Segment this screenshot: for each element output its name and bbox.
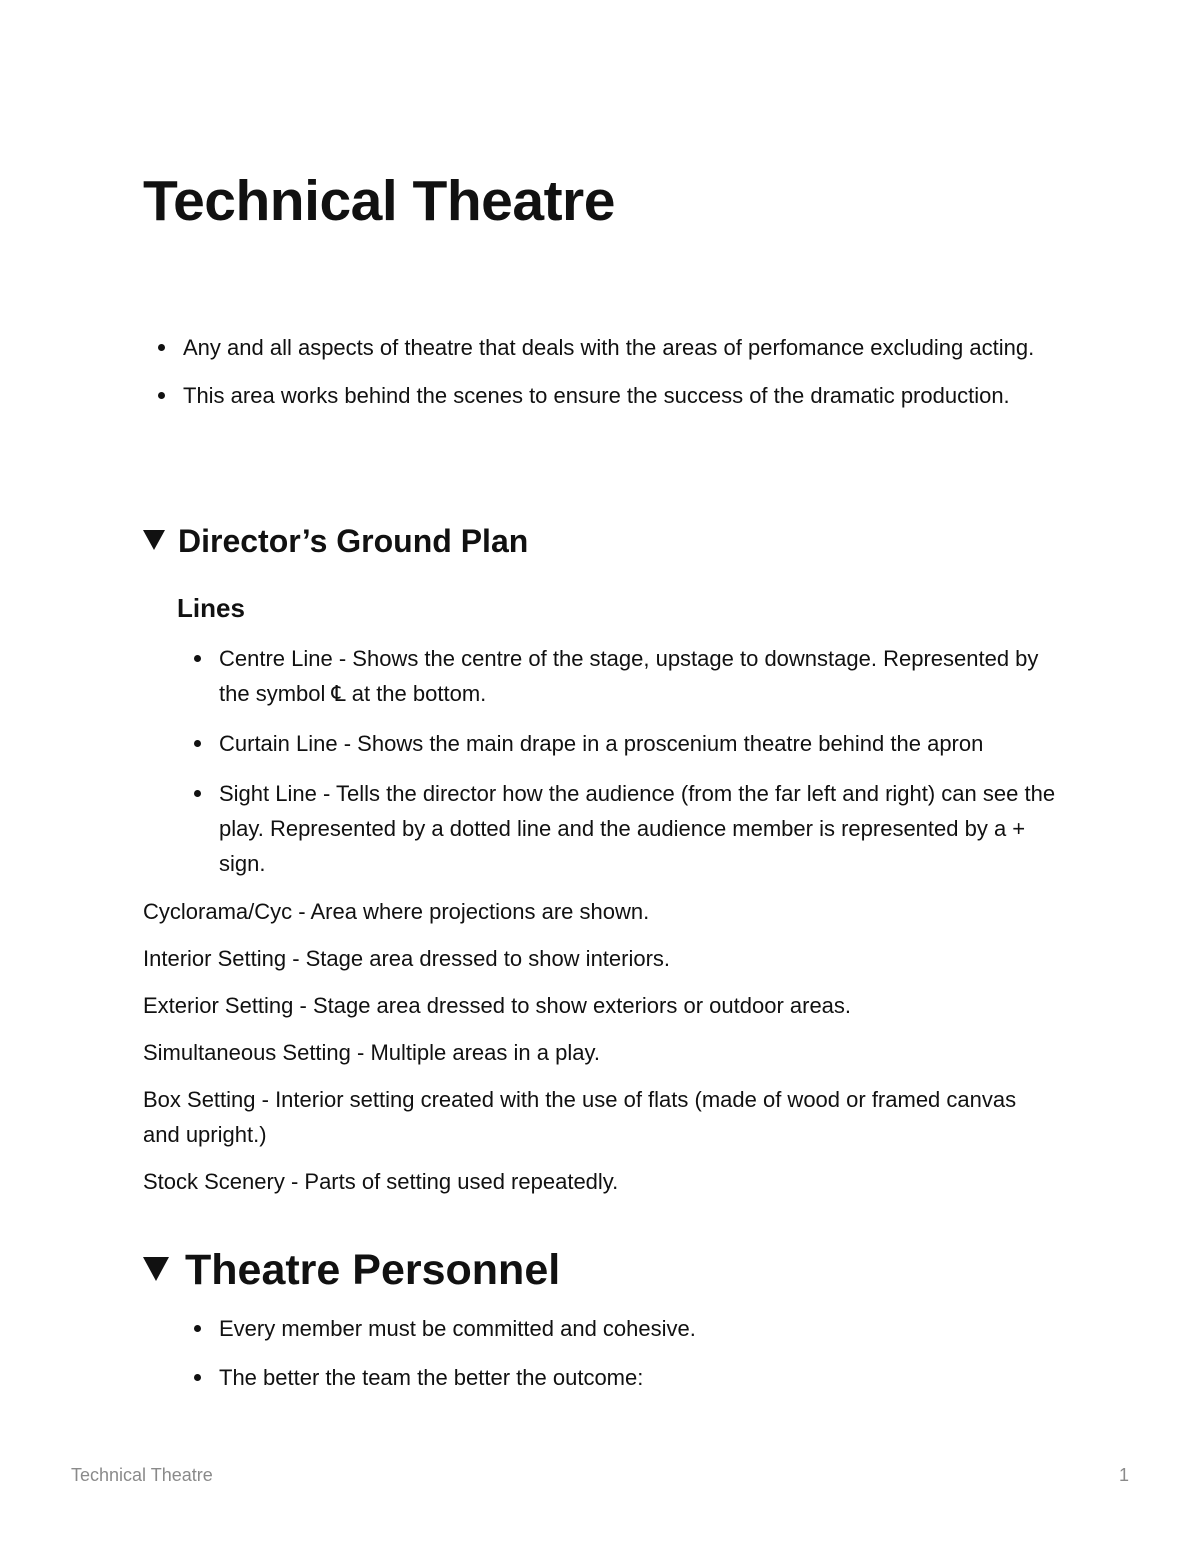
list-item: This area works behind the scenes to ensure the success of the dramatic production. (183, 378, 1063, 413)
list-item: The better the team the better the outcome: (219, 1360, 1069, 1395)
intro-list (183, 330, 1063, 426)
term-paragraph: Simultaneous Setting - Multiple areas in a play. (143, 1040, 600, 1065)
list-item: Any and all aspects of theatre that deals with the areas of perfomance excluding acting. (183, 330, 1063, 365)
section-heading-label: Director’s Ground Plan (178, 523, 529, 559)
section-heading-personnel[interactable] (143, 1242, 560, 1298)
page-number: 1 (1118, 1465, 1129, 1485)
page-title: Technical Theatre (143, 169, 615, 233)
triangle-down-icon[interactable] (143, 1257, 169, 1281)
term-paragraph: Stock Scenery - Parts of setting used repeatedly. (143, 1169, 619, 1194)
personnel-list (219, 1311, 1069, 1409)
term-definitions (143, 894, 1043, 1211)
list-item: Sight Line - Tells the director how the audience (from the far left and right) can see the play. Represented by a dotted line and the audience member is represented by a + sign. (219, 776, 1069, 881)
list-item: Centre Line - Shows the centre of the stage, upstage to downstage. Represented by the symbol ℄ at the bottom. (219, 641, 1069, 711)
triangle-down-icon[interactable] (143, 530, 165, 550)
term-paragraph: Exterior Setting - Stage area dressed to show exteriors or outdoor areas. (143, 993, 852, 1018)
subheading-lines: Lines (177, 593, 245, 623)
term-paragraph: Box Setting - Interior setting created with the use of flats (made of wood or framed canvas and upright.) (143, 1087, 1017, 1147)
footer-title: Technical Theatre (71, 1465, 213, 1485)
term-paragraph: Interior Setting - Stage area dressed to show interiors. (143, 946, 671, 971)
list-item: Every member must be committed and cohesive. (219, 1311, 1069, 1346)
lines-list (219, 641, 1069, 896)
term-paragraph: Cyclorama/Cyc - Area where projections are shown. (143, 899, 650, 924)
section-heading-ground-plan[interactable] (143, 520, 528, 562)
list-item: Curtain Line - Shows the main drape in a proscenium theatre behind the apron (219, 726, 1069, 761)
section-heading-label: Theatre Personnel (185, 1246, 561, 1294)
